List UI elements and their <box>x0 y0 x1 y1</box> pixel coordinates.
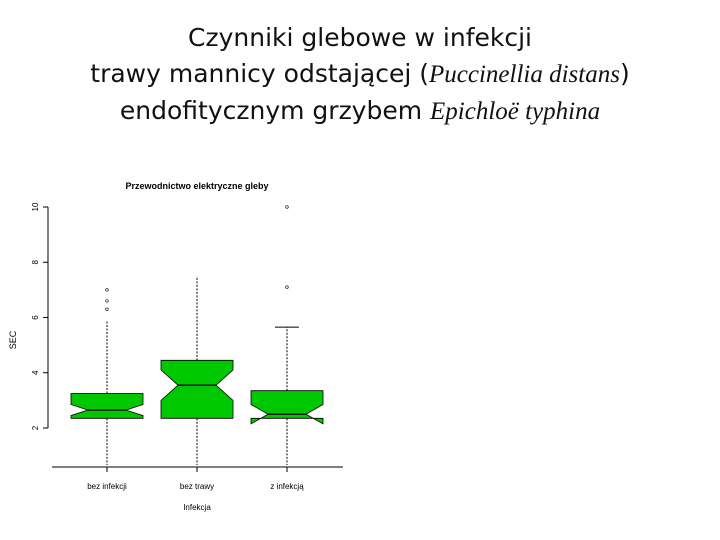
outlier-point <box>106 300 109 303</box>
slide-title-line-2-prefix: trawy mannicy odstającej ( <box>90 59 429 88</box>
slide-title-line-3 <box>0 93 720 130</box>
y-tick-label: 6 <box>31 315 40 320</box>
y-axis-label: SEC <box>8 330 18 350</box>
slide-title-line-3-prefix: endofitycznym grzybem <box>119 96 431 125</box>
y-tick-label: 10 <box>31 202 40 212</box>
outlier-point <box>106 308 109 311</box>
species-name: Puccinellia distans <box>429 61 620 88</box>
plot-area <box>31 202 323 491</box>
box-0 <box>71 393 143 418</box>
x-tick-label: z infekcją <box>270 482 304 491</box>
slide-title-line-1: Czynniki glebowe w infekcji <box>188 23 532 52</box>
y-tick-label: 4 <box>31 370 40 375</box>
slide-title-line-2-suffix: ) <box>619 59 630 88</box>
slide-title <box>0 20 720 130</box>
x-tick-label: bez infekcji <box>87 482 127 491</box>
outlier-point <box>106 289 109 292</box>
outlier-point <box>286 206 289 209</box>
outlier-point <box>286 286 289 289</box>
x-axis-label: Infekcja <box>183 503 211 512</box>
y-tick-label: 2 <box>31 425 40 431</box>
y-tick-label: 8 <box>31 260 40 265</box>
slide-title-line-2 <box>0 56 720 93</box>
x-tick-label: bez trawy <box>179 482 215 491</box>
fungus-name: Epichloë typhina <box>430 98 601 125</box>
box-1 <box>161 360 233 418</box>
boxplot-chart <box>0 165 360 525</box>
chart-title: Przewodnictwo elektryczne gleby <box>125 181 269 191</box>
